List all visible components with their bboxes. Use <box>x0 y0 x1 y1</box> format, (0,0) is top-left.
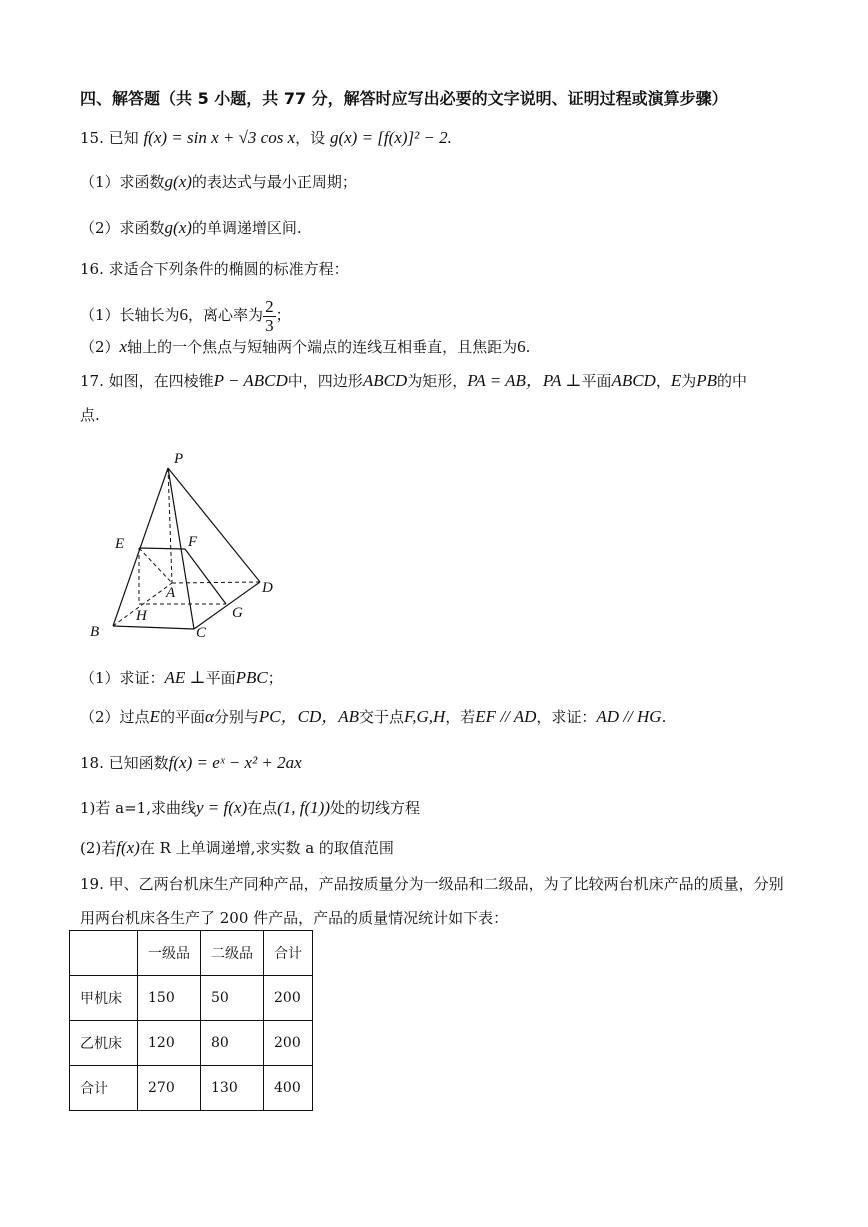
q17-part2-alpha: α <box>204 707 214 726</box>
q17-part2-lines: PC，CD，AB <box>258 707 360 726</box>
label-g: G <box>232 605 243 621</box>
q17-segment-pb: PB <box>696 371 718 390</box>
table-row <box>70 1021 313 1066</box>
label-b: B <box>90 624 100 640</box>
q17-part1 <box>80 668 283 688</box>
q17-part2-text-b: 的平面 <box>159 708 205 726</box>
table-cell: 甲机床 <box>70 976 138 1021</box>
section-title: 四、解答题（共 5 小题，共 77 分，解答时应写出必要的文字说明、证明过程或演算步骤） <box>80 89 728 108</box>
q19-stem-line2: 用两台机床各生产了 200 件产品，产品的质量情况统计如下表： <box>80 909 509 927</box>
q15-text-b: ，设 <box>295 129 326 147</box>
q15-number: 15. <box>80 129 104 147</box>
q18-stem <box>80 753 302 773</box>
q17-plane: ABCD <box>611 371 656 390</box>
q18-function: f(x) = eˣ − x² + 2ax <box>168 753 302 772</box>
label-e: E <box>115 536 125 552</box>
label-f: F <box>188 534 198 550</box>
q17-text-a: 如图，在四棱锥 <box>108 372 214 390</box>
q18-part1-text-c: 处的切线方程 <box>330 799 421 817</box>
table-cell: 130 <box>201 1066 264 1111</box>
table-cell: 200 <box>264 1021 313 1066</box>
table-cell: 200 <box>264 976 313 1021</box>
q17-text-d: 平面 <box>581 372 612 390</box>
edge-ad <box>172 582 260 583</box>
q16-stem <box>80 259 349 279</box>
q17-part2 <box>80 707 666 727</box>
q18-part1-text: 1)若 a=1,求曲线 <box>80 799 196 817</box>
q15-stem <box>80 128 452 148</box>
q17-part2-e: E <box>149 707 160 726</box>
q18-part1-text-b: 在点 <box>247 799 278 817</box>
q17-part1-text: （1）求证： <box>80 669 165 687</box>
q17-stem <box>80 371 747 391</box>
q17-number: 17. <box>80 372 104 390</box>
q17-part2-text-e: ，若 <box>445 708 476 726</box>
q17-part2-text-g: . <box>661 708 667 726</box>
q15-part2-math: g(x) <box>164 218 192 237</box>
table-cell: 120 <box>138 1021 201 1066</box>
q15-part1-math: g(x) <box>164 172 192 191</box>
q18-part2-fx: f(x) <box>116 838 140 857</box>
segment-ea <box>139 548 172 583</box>
q17-conditions: PA = AB，PA ⊥ <box>467 371 582 390</box>
q16-focal-distance: 6 <box>517 337 526 356</box>
edge-pa <box>168 468 172 583</box>
q17-text-e: ， <box>655 372 671 390</box>
q15-gx: g(x) = [f(x)]² − 2. <box>329 128 452 147</box>
table-cell: 150 <box>138 976 201 1021</box>
q15-part1-text: （1）求函数 <box>80 173 165 191</box>
q17-pyramid: P − ABCD <box>213 371 288 390</box>
table-cell: 合计 <box>70 1066 138 1111</box>
table-header-row <box>70 931 313 976</box>
q17-part2-points: F,G,H <box>404 707 446 726</box>
q15-part2 <box>80 218 302 238</box>
q17-text-b: 中，四边形 <box>287 372 363 390</box>
q16-part1-text-b: ，离心率为 <box>188 306 264 324</box>
label-a: A <box>166 585 176 601</box>
q18-part2-text: (2)若 <box>80 839 117 857</box>
fraction-denominator: 3 <box>265 315 274 335</box>
q17-part2-text-c: 分别与 <box>213 708 259 726</box>
q17-text-c: 为矩形， <box>407 372 468 390</box>
q17-stem-cont: 点. <box>80 406 100 424</box>
q15-part1 <box>80 172 357 192</box>
q17-text-f: 为 <box>681 372 697 390</box>
q16-part1 <box>80 296 291 335</box>
q17-point-e: E <box>670 371 682 390</box>
q17-part2-text-d: 交于点 <box>359 708 405 726</box>
q16-x-var: x <box>119 337 128 356</box>
q18-part1 <box>80 798 420 818</box>
q17-quad: ABCD <box>362 371 408 390</box>
q17-part2-claim: AD // HG <box>596 707 662 726</box>
q17-part2-text-f: ，求证： <box>536 708 597 726</box>
q17-part1-math: AE ⊥ <box>164 668 206 687</box>
q16-number: 16. <box>80 260 104 278</box>
table-cell: 50 <box>201 976 264 1021</box>
edge-pd <box>168 468 260 582</box>
q16-part2-text-b: 轴上的一个焦点与短轴两个端点的连线互相垂直，且焦距为 <box>127 338 518 356</box>
q17-part2-given: EF // AD <box>475 707 537 726</box>
q15-part1-text-b: 的表达式与最小正周期； <box>191 173 357 191</box>
table-header-cell: 二级品 <box>201 931 264 976</box>
q17-text-g: 的中 <box>717 372 748 390</box>
q17-part1-text-c: ； <box>267 669 283 687</box>
q16-part2 <box>80 337 530 357</box>
q16-part1-text: （1）长轴长为 <box>80 306 180 324</box>
q18-part2 <box>80 838 394 858</box>
q15-part2-text: （2）求函数 <box>80 219 165 237</box>
q17-part2-text: （2）过点 <box>80 708 150 726</box>
q15-fx: f(x) = sin x + √3 cos x <box>143 128 296 147</box>
quality-table <box>69 930 313 1111</box>
table-cell: 乙机床 <box>70 1021 138 1066</box>
q18-curve: y = f(x) <box>196 798 248 817</box>
pyramid-figure <box>84 448 294 648</box>
q16-text: 求适合下列条件的椭圆的标准方程： <box>108 260 349 278</box>
edge-bc <box>113 626 194 629</box>
table-cell: 80 <box>201 1021 264 1066</box>
q16-part1-text-c: ； <box>275 306 291 324</box>
q18-number: 18. <box>80 754 104 772</box>
q16-eccentricity-fraction <box>263 298 276 335</box>
segment-fg <box>185 549 226 604</box>
table-header-cell: 合计 <box>264 931 313 976</box>
label-h: H <box>136 608 147 624</box>
fraction-numerator: 2 <box>265 296 274 316</box>
table-header-cell: 一级品 <box>138 931 201 976</box>
q19-stem-line1: 19. 甲、乙两台机床生产同种产品，产品按质量分为一级品和二级品，为了比较两台机床产品的质量，分别 <box>80 875 784 893</box>
table-cell: 270 <box>138 1066 201 1111</box>
table-row <box>70 976 313 1021</box>
q15-text-a: 已知 <box>108 129 139 147</box>
q16-major-axis: 6 <box>179 305 189 324</box>
table-cell: 400 <box>264 1066 313 1111</box>
q16-part2-text-c: . <box>525 338 531 356</box>
q18-point: (1, f(1)) <box>277 798 330 817</box>
label-d: D <box>262 580 273 596</box>
label-c: C <box>196 625 207 641</box>
segment-ef <box>139 548 185 549</box>
q18-text: 已知函数 <box>108 754 169 772</box>
table-header-cell <box>70 931 138 976</box>
q18-part2-text-b: 在 R 上单调递增,求实数 a 的取值范围 <box>139 839 394 857</box>
q17-part1-text-b: 平面 <box>205 669 236 687</box>
table-row <box>70 1066 313 1111</box>
edge-cd <box>194 582 260 629</box>
q15-part2-text-b: 的单调递增区间. <box>191 219 302 237</box>
q16-part2-text: （2） <box>80 338 120 356</box>
label-p: P <box>174 451 184 467</box>
q17-part1-plane: PBC <box>235 668 268 687</box>
